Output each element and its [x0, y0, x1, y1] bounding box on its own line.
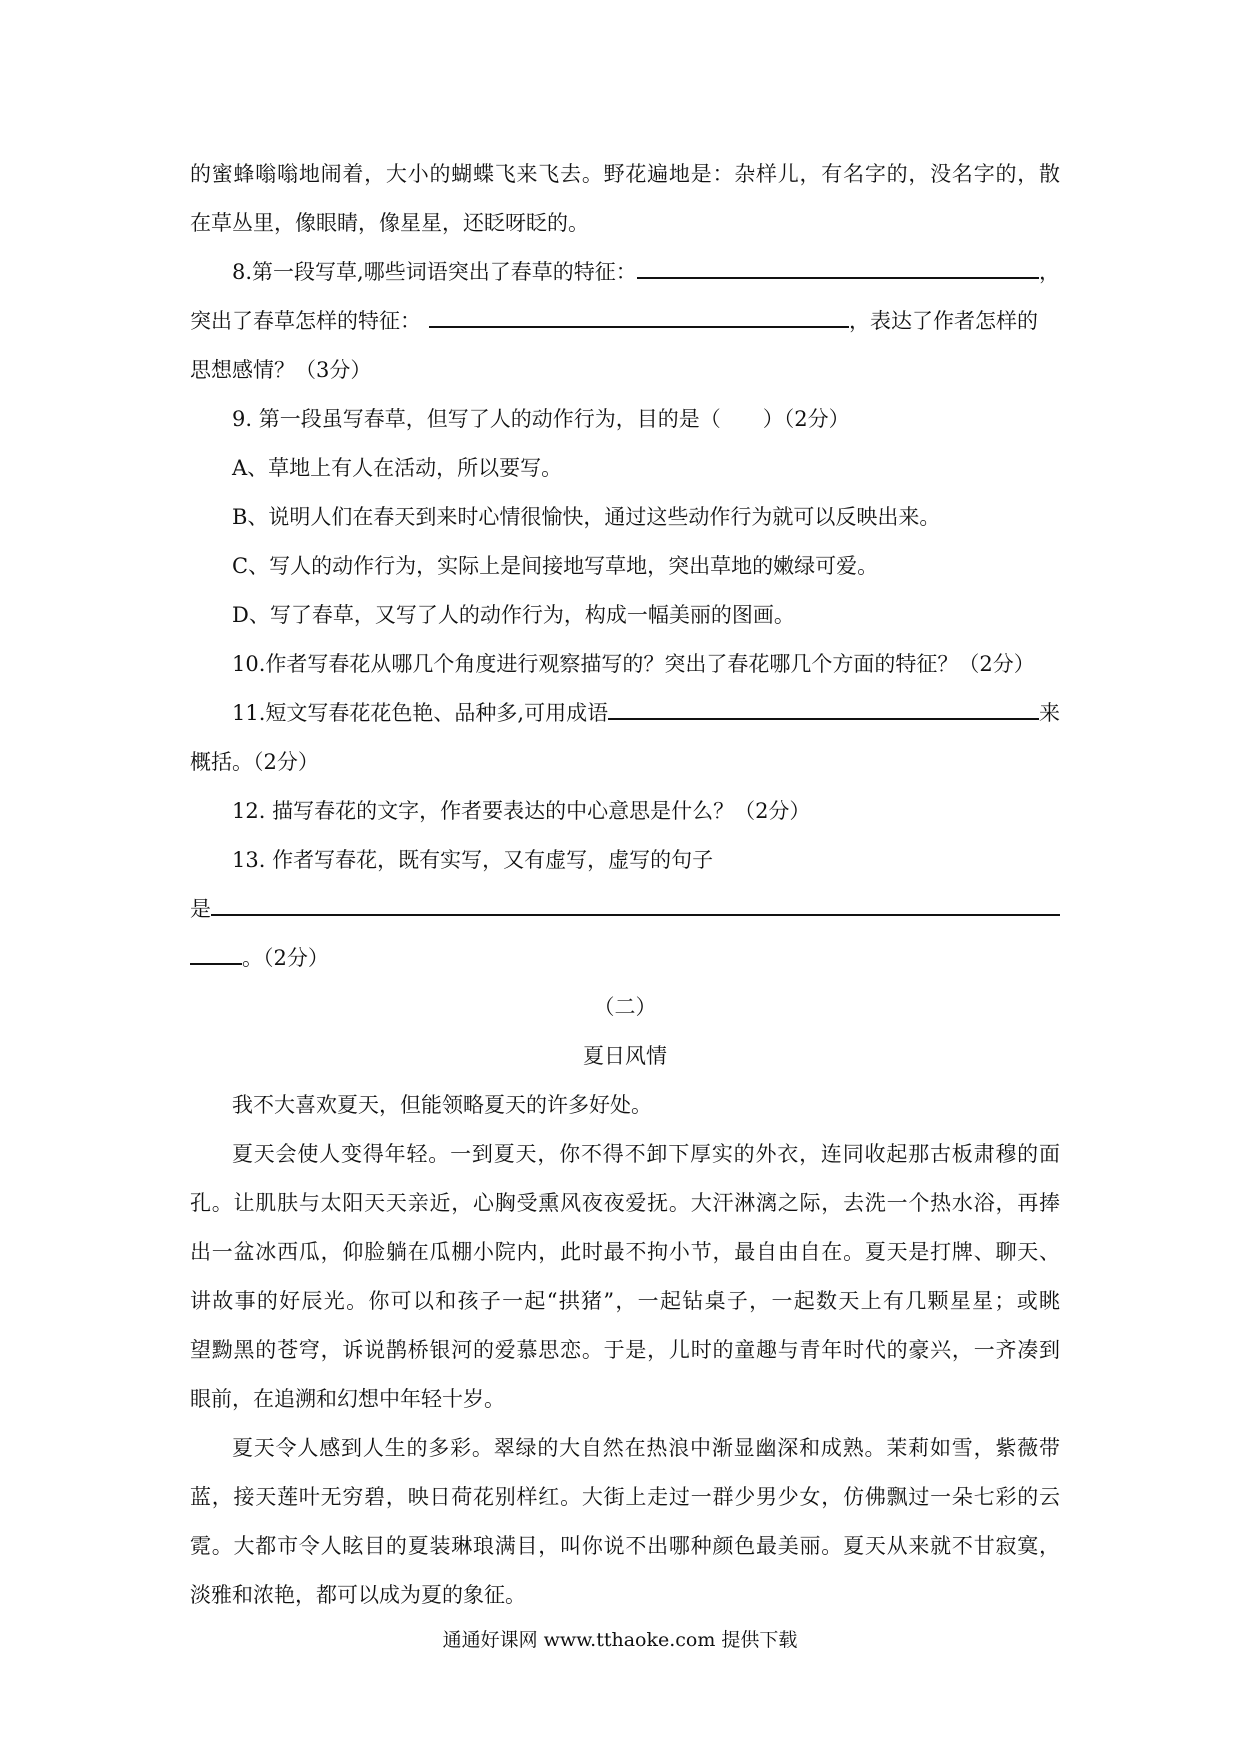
question-13-text: 是 [190, 897, 211, 921]
question-8-line2 [190, 297, 1060, 346]
passage-line: 我不大喜欢夏天，但能领略夏天的许多好处。 [232, 1093, 652, 1117]
question-8-text: 8.第一段写草,哪些词语突出了春草的特征： [232, 260, 637, 284]
passage-line: 孔。让肌肤与太阳天天亲近，心胸受熏风夜夜爱抚。大汗淋漓之际，去洗一个热水浴，再捧 [190, 1191, 1060, 1215]
question-11-text: 来 [1039, 701, 1060, 725]
passage-line: 蓝，接天莲叶无穷碧，映日荷花别样红。大街上走过一群少男少女，仿佛飘过一朵七彩的云 [190, 1485, 1060, 1509]
passage-line: 在草丛里，像眼睛，像星星，还眨呀眨的。 [190, 211, 589, 235]
passage-line: 讲故事的好辰光。你可以和孩子一起“拱猪”，一起钻桌子，一起数天上有几颗星星；或眺 [190, 1289, 1060, 1313]
question-11-line1 [190, 689, 1060, 738]
passage-line: 淡雅和浓艳，都可以成为夏的象征。 [190, 1583, 526, 1607]
question-11-line2: 概括。（2分） [190, 750, 319, 774]
question-8-text: 突出了春草怎样的特征： [190, 309, 421, 333]
option-a: A、草地上有人在活动，所以要写。 [232, 456, 563, 480]
section-number: （二） [593, 995, 657, 1019]
option-d: D、写了春草，又写了人的动作行为，构成一幅美丽的图画。 [232, 603, 795, 627]
passage-line: 霓。大都市令人眩目的夏装琳琅满目，叫你说不出哪种颜色最美丽。夏天从来就不甘寂寞， [190, 1534, 1060, 1558]
page-footer: 通通好课网 www.tthaoke.com 提供下载 [442, 1629, 798, 1651]
question-10: 10.作者写春花从哪几个角度进行观察描写的？突出了春花哪几个方面的特征？（2分） [232, 652, 1035, 676]
passage-line: 夏天令人感到人生的多彩。翠绿的大自然在热浪中渐显幽深和成熟。茉莉如雪，紫薇带 [232, 1436, 1060, 1460]
answer-blank[interactable] [637, 251, 1039, 279]
question-13-line1: 13. 作者写春花，既有实写，又有虚写，虚写的句子 [232, 848, 714, 872]
question-12: 12. 描写春花的文字，作者要表达的中心意思是什么？（2分） [232, 799, 811, 823]
question-13-line3 [190, 934, 1060, 983]
question-13-text: 。（2分） [242, 946, 329, 970]
answer-blank[interactable] [429, 300, 849, 328]
question-8-line1 [190, 248, 1060, 297]
passage-line: 夏天会使人变得年轻。一到夏天，你不得不卸下厚实的外衣，连同收起那古板肃穆的面 [232, 1142, 1060, 1166]
question-13-line2 [190, 885, 1060, 934]
passage-line: 出一盆冰西瓜，仰脸躺在瓜棚小院内，此时最不拘小节，最自由自在。夏天是打牌、聊天、 [190, 1240, 1060, 1264]
question-8-text: ，表达了作者怎样的 [849, 309, 1038, 333]
passage-line: 望黝黑的苍穹，诉说鹊桥银河的爱慕思恋。于是，儿时的童趣与青年时代的豪兴，一齐凑到 [190, 1338, 1060, 1362]
question-8-line3: 思想感情？（3分） [190, 358, 372, 382]
question-9: 9. 第一段虽写春草，但写了人的动作行为，目的是（ ）（2分） [232, 407, 850, 431]
passage-line: 眼前，在追溯和幻想中年轻十岁。 [190, 1387, 505, 1411]
question-11-text: 11.短文写春花花色艳、品种多,可用成语 [232, 701, 609, 725]
option-b: B、说明人们在春天到来时心情很愉快，通过这些动作行为就可以反映出来。 [232, 505, 941, 529]
answer-blank[interactable] [608, 692, 1039, 720]
answer-blank[interactable] [211, 888, 1060, 916]
passage-line: 的蜜蜂嗡嗡地闹着，大小的蝴蝶飞来飞去。野花遍地是：杂样儿，有名字的，没名字的，散 [190, 162, 1060, 186]
document-body [190, 150, 1060, 1620]
answer-blank[interactable] [190, 937, 242, 965]
option-c: C、写人的动作行为，实际上是间接地写草地，突出草地的嫩绿可爱。 [232, 554, 879, 578]
question-8-punct: ， [1039, 260, 1060, 284]
passage-title: 夏日风情 [583, 1044, 667, 1068]
